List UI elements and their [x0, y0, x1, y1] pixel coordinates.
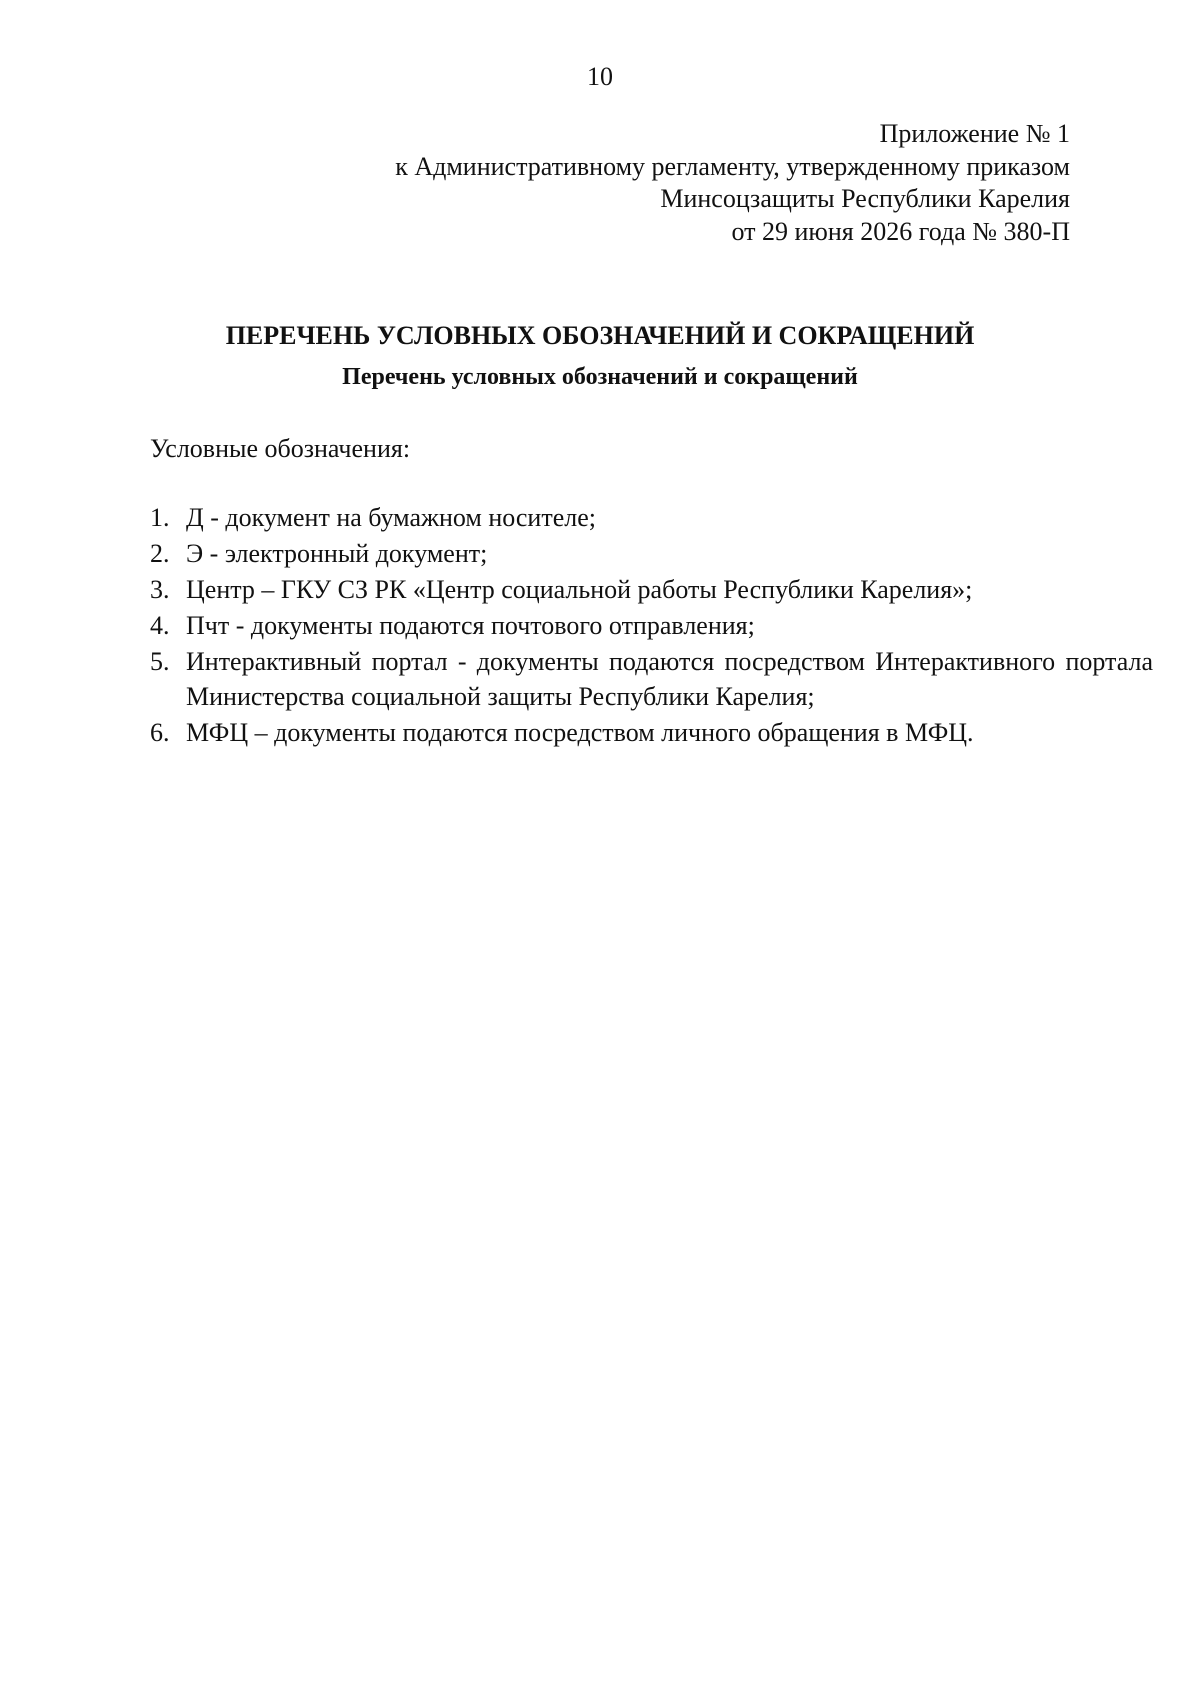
list-item-number: 1. — [150, 503, 170, 532]
list-item — [150, 500, 1153, 535]
list-item-text: Центр – ГКУ СЗ РК «Центр социальной работы Республики Карелия»; — [186, 575, 973, 604]
list-item-number: 3. — [150, 575, 170, 604]
page-number: 10 — [587, 62, 613, 91]
legend-list — [150, 500, 1153, 751]
list-item-text: Э - электронный документ; — [186, 539, 488, 568]
document-title: ПЕРЕЧЕНЬ УСЛОВНЫХ ОБОЗНАЧЕНИЙ И СОКРАЩЕНИЙ — [225, 321, 975, 350]
list-item — [150, 608, 1153, 643]
appendix-line: Минсоцзащиты Республики Карелия — [660, 184, 1070, 213]
list-item-number: 2. — [150, 539, 170, 568]
appendix-header — [210, 118, 1070, 248]
list-item-number: 5. — [150, 647, 170, 676]
list-item-number: 4. — [150, 611, 170, 640]
list-item-text: Интерактивный портал - документы подаются посредством Интерактивного портала Министерства социальной защиты Республики Карелия; — [186, 647, 1153, 711]
list-item — [150, 644, 1153, 714]
list-item — [150, 572, 1153, 607]
list-item — [150, 715, 1153, 750]
legend-label: Условные обозначения: — [150, 434, 411, 463]
list-item-text: Д - документ на бумажном носителе; — [186, 503, 596, 532]
title-block — [0, 318, 1200, 394]
list-item-number: 6. — [150, 718, 170, 747]
list-item-text: Пчт - документы подаются почтового отправления; — [186, 611, 755, 640]
appendix-line: Приложение № 1 — [879, 119, 1070, 148]
list-item — [150, 536, 1153, 571]
document-subtitle: Перечень условных обозначений и сокращений — [342, 364, 858, 390]
appendix-line: к Административному регламенту, утвержденному приказом — [395, 151, 1070, 181]
list-item-text: МФЦ – документы подаются посредством личного обращения в МФЦ. — [186, 718, 974, 747]
appendix-line: от 29 июня 2026 года № 380-П — [731, 216, 1070, 246]
